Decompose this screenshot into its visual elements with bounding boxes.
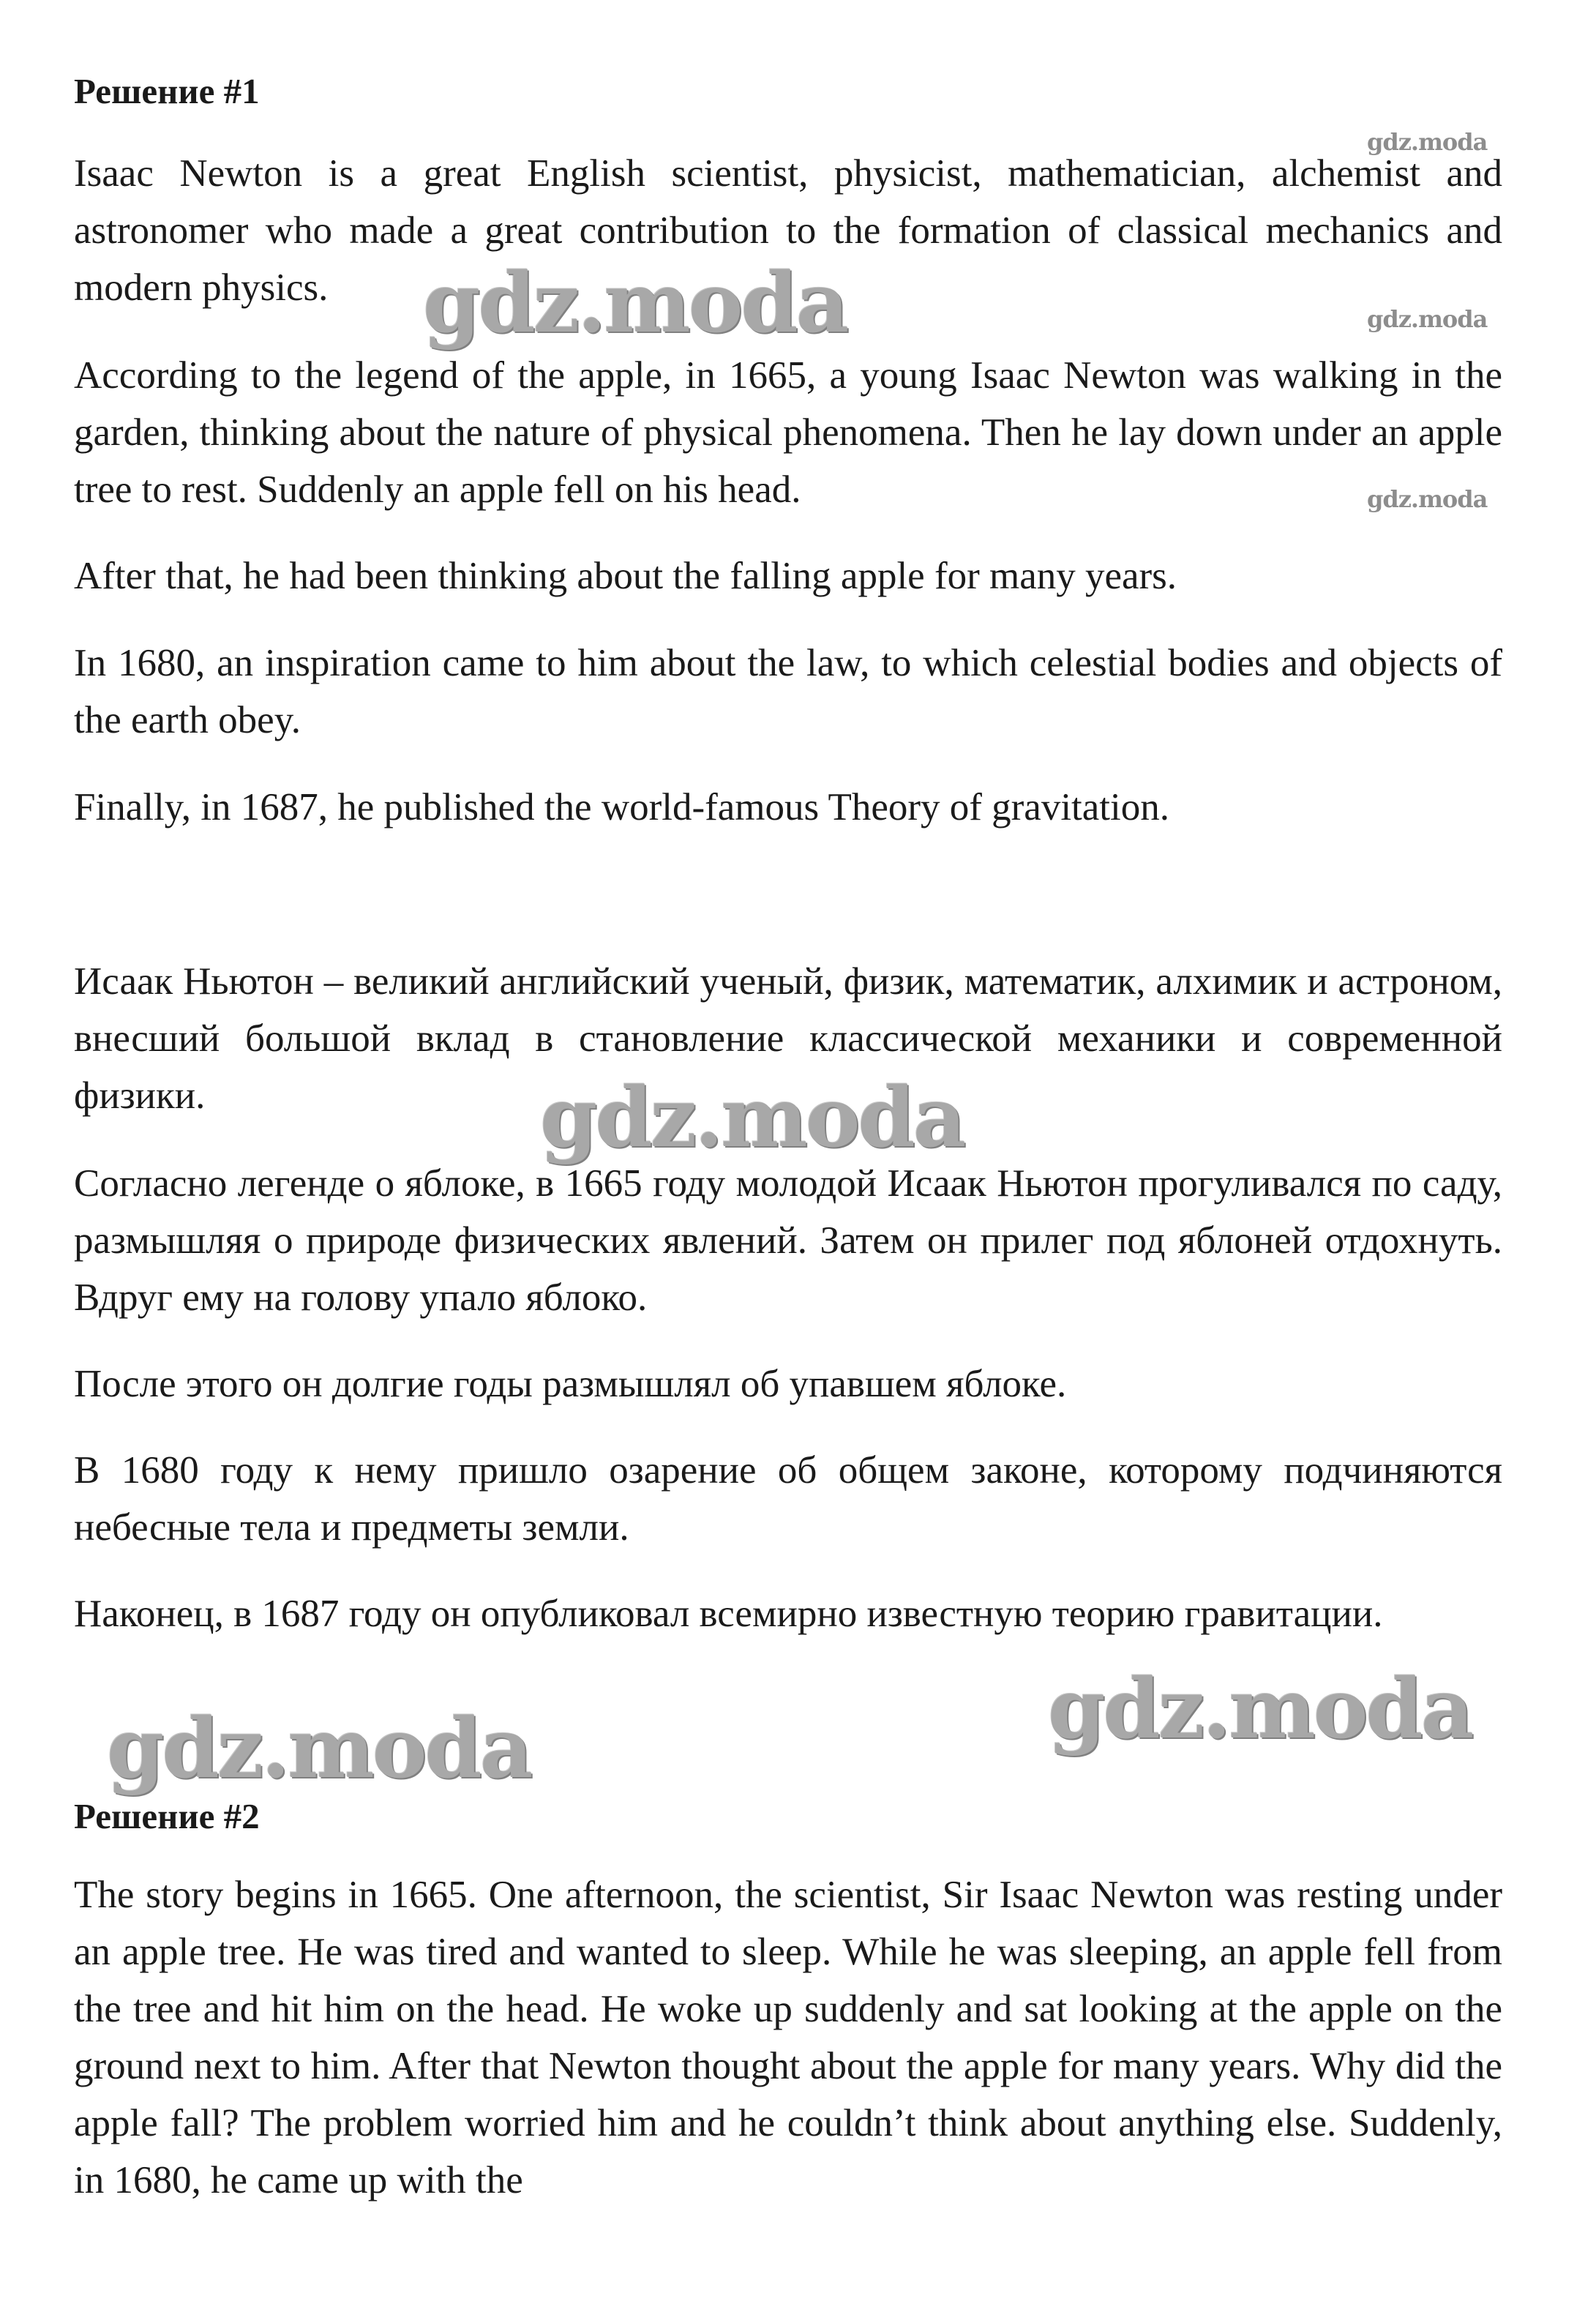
paragraph-ru-5: Наконец, в 1687 году он опубликовал всемирно известную теорию гравитации. — [74, 1593, 1383, 1635]
paragraph-en-3: After that, he had been thinking about the falling apple for many years. — [74, 555, 1177, 597]
paragraph-en-1: Isaac Newton is a great English scientist, physicist, mathematician, alchemist and astronomer who made a great contribution to the formation of classical mechanics and modern physics. — [74, 152, 1502, 309]
paragraph-ru-3: После этого он долгие годы размышлял об упавшем яблоке. — [74, 1363, 1067, 1405]
paragraph-solution-2: The story begins in 1665. One afternoon, the scientist, Sir Isaac Newton was resting under an apple tree. He was tired and wanted to sleep. While he was sleeping, an apple fell from the tree and hit him on the head. He woke up suddenly and sat looking at the apple on the ground next to him. After that Newton thought about the apple for many years. Why did the apple fall? The problem worried him and he couldn’t think about anything else. Suddenly, in 1680, he came up with the — [74, 1874, 1502, 2202]
paragraph-en-4: In 1680, an inspiration came to him about the law, to which celestial bodies and objects of the earth obey. — [74, 642, 1502, 741]
solution-2-heading: Решение #2 — [74, 1796, 260, 1836]
watermark-small-3: gdz.moda — [1367, 485, 1488, 513]
watermark-large-4: gdz.moda — [107, 1701, 531, 1797]
solution-1-heading: Решение #1 — [74, 71, 260, 111]
paragraph-ru-1: Исаак Ньютон – великий английский ученый, физик, математик, алхимик и астроном, внесший большой вклад в становление классической механики и современной физики. — [74, 960, 1502, 1117]
watermark-large-1: gdz.moda — [423, 255, 847, 351]
paragraph-ru-2: Согласно легенде о яблоке, в 1665 году молодой Исаак Ньютон прогуливался по саду, размышляя о природе физических явлений. Затем он прилег под яблоней отдохнуть. Вдруг ему на голову упало яблоко. — [74, 1162, 1502, 1319]
watermark-small-1: gdz.moda — [1367, 128, 1488, 156]
paragraph-en-5: Finally, in 1687, he published the world-famous Theory of gravitation. — [74, 786, 1169, 828]
watermark-large-3: gdz.moda — [1048, 1661, 1472, 1757]
paragraph-en-2: According to the legend of the apple, in 1665, a young Isaac Newton was walking in the garden, thinking about the nature of physical phenomena. Then he lay down under an apple tree to rest. Suddenly an apple fell on his head. — [74, 354, 1502, 511]
paragraph-ru-4: В 1680 году к нему пришло озарение об общем законе, которому подчиняются небесные тела и предметы земли. — [74, 1449, 1502, 1549]
watermark-small-2: gdz.moda — [1367, 305, 1488, 333]
watermark-large-2: gdz.moda — [540, 1070, 964, 1166]
